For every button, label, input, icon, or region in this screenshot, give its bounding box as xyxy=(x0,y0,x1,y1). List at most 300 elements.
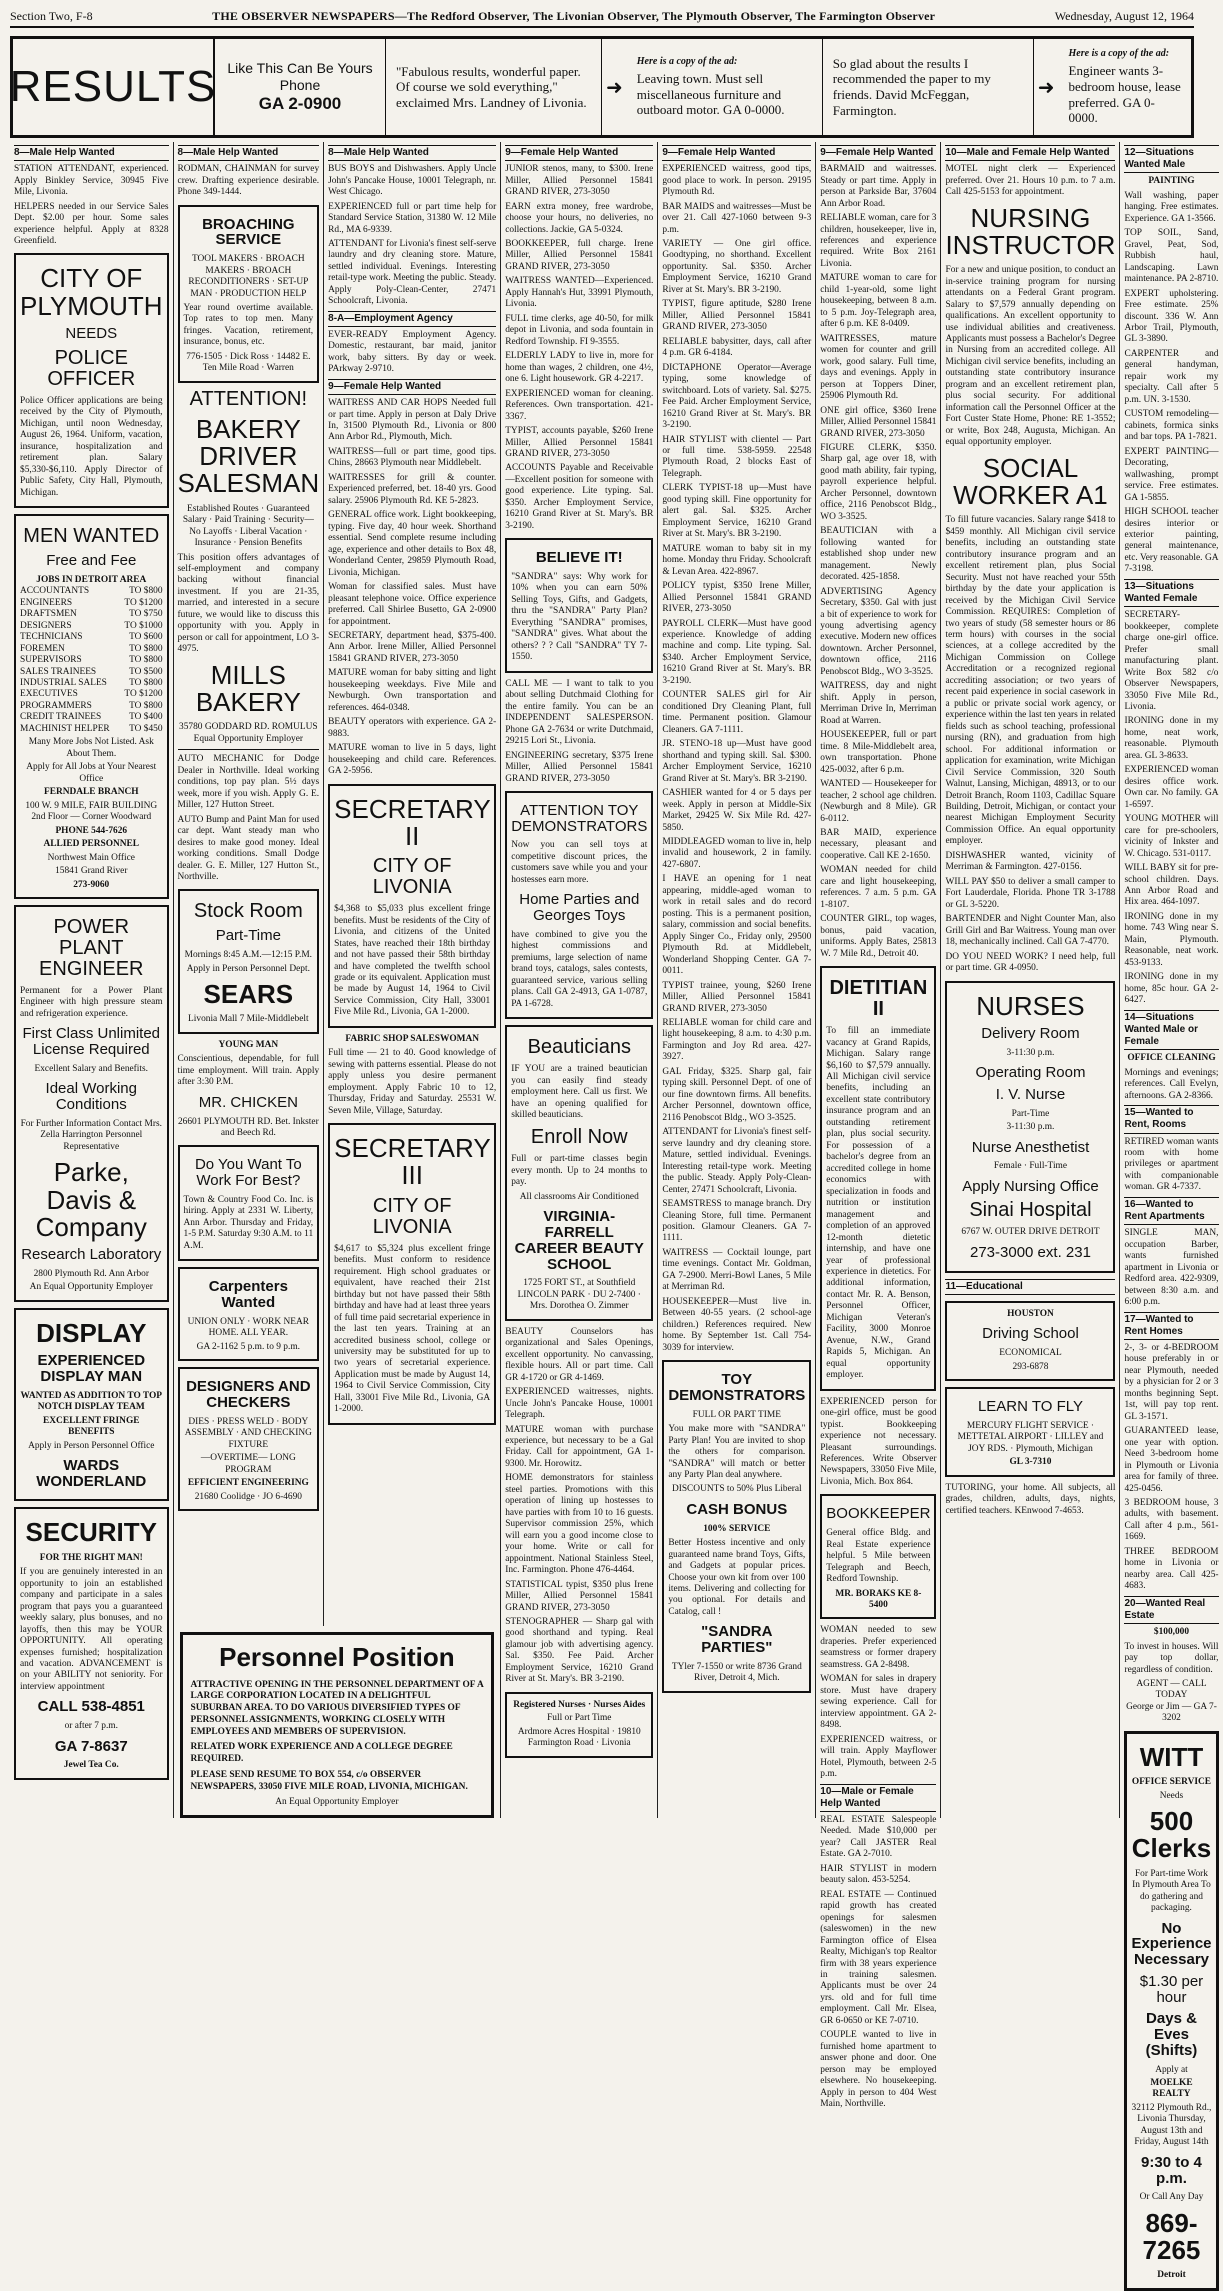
divider xyxy=(178,749,320,750)
classified-ad: RELIABLE babysitter, days, call after 4 p.m. GR 6-4184. xyxy=(662,336,812,359)
job-salary: TO $800 xyxy=(129,586,163,597)
job-title: SALES TRAINEES xyxy=(20,666,97,677)
broach-address: 776-1505 · Dick Ross · 14482 E. Ten Mile Road · Warren xyxy=(186,351,311,374)
witt-phone: 869-7265 xyxy=(1142,2207,1201,2266)
sears-apply: Apply in Person Personnel Dept. xyxy=(186,963,310,974)
classified-ad: WAITRESS, day and night shift. Apply in person, Merriman Drive In, Merriman Road at Warren. xyxy=(820,681,937,726)
dietitian-text: To fill an immediate vacancy at Grand Rapids, Michigan. Salary range $6,160 to $7,579 annually. All Michigan civil service benefits, including an excellent state contributory insurance program and an outstanding retirement plan, plus social security. For possession of a bachelor's degree from an accredited college in home economics with specialization in foods and nutrition or institution management and completion of an approved 12-month dietetic internship, and have one year of professional experience in dietetics. For additional information, contact Mr. R. A. Benson, Personnel Officer, Michigan Veteran's Facility, 3000 Monroe Avenue, N.W., Grand Rapids 5, Michigan. An equal opportunity employer. xyxy=(826,1026,931,1381)
sandra-text-2: Better Hostess incentive and only guaranteed name brand Toys, Gifts, and Gadgets at popular prices. Choose your own kit from over 100 items. Delivering and collecting for you optional. For details and Catalog, call ! xyxy=(668,1538,806,1617)
job-row xyxy=(20,598,163,609)
classified-ad: COUPLE wanted to live in furnished home apartment to answer phone and door. One person may be employed elsewhere. No housekeeping. Apply in person to 404 West Main, Northville. xyxy=(820,2030,937,2110)
sandra-text: You make more with "SANDRA" Party Plan! You are invited to shop the others for comparison. "SANDRA" will match or better any Party Plan deal anywhere. xyxy=(668,1424,806,1480)
classified-ad: WAITRESS — Cocktail lounge, part time evenings. Contact Mr. Goldman, GA 7-2900. Merri-Bowl Lanes, 5 Mile at Merriman Rd. xyxy=(662,1247,812,1293)
classified-ad: CLERK TYPIST-18 up—Must have good typing skill. Fine opportunity for alert gal. Sal. $325. Archer Employment Service, 16210 Grand River at St. Mary's. BR 3-2190. xyxy=(662,483,812,540)
section-header: 17—Wanted to Rent Homes xyxy=(1124,1312,1218,1340)
masthead: THE OBSERVER NEWSPAPERS—The Redford Observer, The Livonian Observer, The Plymouth Observer, The Farmington Observer xyxy=(212,8,936,23)
mills-bakery: MILLS BAKERY xyxy=(195,659,301,718)
banner-quote-3: So glad about the results I recommended the paper to my friends. David McFeggan, Farmington. xyxy=(823,39,1034,135)
section-header: 10—Male or Female Help Wanted xyxy=(820,1784,936,1812)
nursing-text: For a new and unique position, to conduct an in-service training program for nursing attendants on a Federal Grant program. Salary to $7,579 annually depending on qualifications. An excellent opportunity to use individual abilities and creativeness. Applicants must possess a Bachelor's Degree in Nursing from an accredited college. All Michigan civil service benefits, including an outstanding state contributory insurance program and an excellent retirement plan, plus social security. For additional information call the Personnel Officer at the Fort Custer State Home, Phone: RE 1-3552; or write, Box 248, Augusta, Michigan. An equal opportunity employer. xyxy=(945,265,1116,448)
classified-ad: HOME demonstrators for stainless steel parties. Promotions with this operation of lining up hostesses to have parties with from 10 to 16 guests. Supervisor commission 25%, which will earn you a good income close to your home. Write or call for appointment. National Stainless Steel, Inc. Farmington. Phone 476-4464. xyxy=(505,1473,654,1576)
classified-ad: HAIR STYLIST in modern beauty salon. 453-5254. xyxy=(820,1863,937,1886)
job-salary: TO $450 xyxy=(129,723,163,734)
column-2 xyxy=(174,142,325,1626)
houston-phone: 293-6878 xyxy=(1012,1361,1049,1372)
classified-ad: STATION ATTENDANT, experienced. Apply Binkley Service, 30945 Five Mile, Livonia. xyxy=(14,164,169,198)
section-header: 8—Male Help Wanted xyxy=(328,145,496,161)
designers-title: DESIGNERS AND CHECKERS xyxy=(186,1378,311,1411)
sandra-service: 100% SERVICE xyxy=(703,1523,771,1534)
display-title: DISPLAY xyxy=(36,1317,147,1348)
beauticians-text: IF YOU are a trained beautician you can easily find steady employment here. Call us first. We have an opening qualified for skilled beauticians. xyxy=(511,1064,648,1120)
sandra-parties: "SANDRA PARTIES" xyxy=(701,1623,773,1657)
bakery-text: This position offers advantages of self-employment and company backing without financial investment. If you are 21-35, married, and interested in a secure future, we would like to discuss this opportunity with you. Apply in person or call for appointment, LO 3-4975. xyxy=(177,552,320,655)
job-salary: TO $800 xyxy=(129,700,163,711)
classified-ad: TYPIST, accounts payable, $260 Irene Miller, Allied Personnel 15841 GRAND RIVER, 273-3050 xyxy=(505,426,654,459)
young-man: YOUNG MAN xyxy=(218,1039,279,1050)
classified-ad: WOMAN for sales in drapery store. Must have drapery sewing experience. Call for interview appointment. GA 2-8498. xyxy=(820,1674,937,1731)
ferndale-address: 100 W. 9 MILE, FAIR BUILDING 2nd Floor — Corner Woodward xyxy=(25,800,158,823)
broach-list: TOOL MAKERS · BROACH MAKERS · BROACH RECONDITIONERS · SET-UP MAN · PRODUCTION HELP xyxy=(188,254,309,299)
carpenters-phone: GA 2-1162 5 p.m. to 9 p.m. xyxy=(196,1341,300,1352)
classified-ad: Mornings and evenings; references. Call Evelyn, afternoons. GA 2-8366. xyxy=(1124,1067,1219,1101)
carpenters-text: UNION ONLY · WORK NEAR HOME. ALL YEAR. xyxy=(187,1316,310,1339)
job-row xyxy=(20,621,163,632)
section-header: 9—Female Help Wanted xyxy=(662,145,811,161)
secretary-2-title: SECRETARY II xyxy=(334,793,491,851)
bookkeeper-ad xyxy=(820,1494,936,1619)
classified-ad: CASHIER wanted for 4 or 5 days per week. Apply in person at Middle-Six Market, 29425 W. Six Mile Rd. 427-5850. xyxy=(662,788,812,833)
jobs-list xyxy=(20,586,163,735)
dietitian-title: DIETITIAN II xyxy=(829,977,928,1021)
classified-ad: EXPERIENCED full or part time help for Standard Service Station, 31380 W. 12 Mile Rd., MA 6-9339. xyxy=(328,201,497,235)
classified-ad: POLICY typist, $350 Irene Miller, Allied Personnel 15841 GRAND RIVER, 273-3050 xyxy=(662,581,812,615)
classified-ad: HOUSEKEEPER—Must live in. Between 40-55 years. (2 school-age children.) References required. New home. By September 1st. Call 754-3039 for interview. xyxy=(662,1296,812,1353)
broach-text: Year round overtime available. Top rates to top men. Many fringes. Vacation, retirement, insurance, bonus, etc. xyxy=(183,302,314,348)
job-title: SUPERVISORS xyxy=(20,655,82,666)
classified-ad: YOUNG MOTHER will care for pre-schoolers, vicinity of Inkster and W. Chicago. 531-0117. xyxy=(1124,814,1219,859)
secretary-2-text: $4,368 to $5,033 plus excellent fringe benefits. Must be residents of the City of Livonia, and citizens of the United States, have reached their 18th birthday and not have passed their 58th birthday and have completed the twelfth school grade or its equivalent. Application must be made by August 14, 1964 to Civil Service Commission, City Hall, 33001 Five Mile Rd., Livonia, GA 1-2000. xyxy=(334,904,491,1018)
believe-title: BELIEVE IT! xyxy=(535,549,623,567)
classified-ad: EXPERIENCED person for one-girl office, must be good typist. Bookkeeping experience not necessary. Pleasant surroundings. References. Write Observer Newspapers, 33050 Five Mile, Livonia, Mich. Box 864. xyxy=(820,1396,937,1487)
security-sub: FOR THE RIGHT MAN! xyxy=(39,1552,143,1563)
classified-ad: I HAVE an opening for 1 neat appearing, middle-aged woman to work in retail sales and do record posting. This is a permanent position, salary, commission and social benefits. Apply Singer Co., Friday only, 29500 Plymouth Rd. at Middlebelt, Wonderland Shopping Center. GA 7-0011. xyxy=(662,874,812,977)
classified-ad: STATISTICAL typist, $350 plus Irene Miller, Allied Personnel 15841 GRAND RIVER, 273-3050 xyxy=(505,1579,654,1613)
classified-ad: STENOGRAPHER — Sharp gal with good shorthand and typing. Real glamour job with advertising agency. Sal. $350. Fee Paid. Archer Employment Service, 16210 Grand River at St. Mary's. BR 3-2190. xyxy=(505,1617,654,1685)
secretary-2-city: CITY OF LIVONIA xyxy=(372,855,452,899)
classified-ad: SECRETARY, department head, $375-400. Ann Arbor. Irene Miller, Allied Personnel 15841 GRAND RIVER, 273-3050 xyxy=(328,630,497,664)
police-text: Police Officer applications are being received by the City of Plymouth, Michigan, until noon Wednesday, August 26, 1964. Uniform, vacation, insurance, hospitalization and retirement plan. Salary $5,330-$6,110. Apply Director of Public Safety, City Hall, Plymouth, Michigan. xyxy=(20,395,163,498)
section-header: 9—Female Help Wanted xyxy=(328,379,496,395)
classified-ad: JUNIOR stenos, many, to $300. Irene Miller, Allied Personnel 15841 GRAND RIVER, 273-3050 xyxy=(505,164,654,198)
classified-ad: AUTO Bump and Paint Man for used car dept. Want steady man who desires to make good money. Ideal working conditions. Small Dodge dealer. G. E. Miller, 127 Hutton St., Northville. xyxy=(177,814,320,882)
jobs-title: JOBS IN DETROIT AREA xyxy=(36,574,147,585)
classified-ad: IRONING done in my home, neat work, reasonable. Plymouth area. GL 3-8633. xyxy=(1124,716,1219,761)
results-banner xyxy=(10,36,1194,138)
sandra-ad xyxy=(662,1360,811,1693)
classified-ad: THREE BEDROOM home in Livonia or nearby area. Call 425-4683. xyxy=(1124,1546,1219,1592)
parke-equal: An Equal Opportunity Employer xyxy=(29,1282,153,1293)
column-8 xyxy=(1120,142,1222,2281)
classified-ad: Wall washing, paper hanging. Free estimates. Experience. GA 1-3566. xyxy=(1124,190,1219,224)
personnel-equal: An Equal Opportunity Employer xyxy=(275,1797,399,1808)
classified-ad: RELIABLE woman, care for 3 children, housekeeper, live in, references and experience required. Write Box 2161 Livonia. xyxy=(820,213,937,269)
social-text: To fill future vacancies. Salary range $418 to $459 monthly. All Michigan civil service benefits, including an outstanding state contributory insurance program and an excellent retirement plan, plus Social Security. Must not have reached your 55th birthday by the date your application is received by the Michigan Civil Service Commission. REQUIRES: Completion of two years of study (58 semester hours or 86 term hours) with courses in the social sciences, at a college accredited by the Michigan Commission on College Accreditation or a recognized regional accrediting association; or two years of recent paid experience in social casework in a public or private social work agency, or experience within the last ten years in related fields such as school teaching, professional nursing (RN), and graduation from high school. For additional information or application for examination, write Michigan Civil Service Commission, 320 South Walnut, Lansing, Michigan, 48913, or to our Detroit Branch, Room 1103, Cadillac Square Building, Detroit, Michigan, or contact your nearest Michigan Employment Security Commission Office. An equal opportunity employer. xyxy=(945,515,1116,847)
classified-ad: EXPERT PAINTING—Decorating, wallwashing, prompt service. Free estimates. GA 1-5855. xyxy=(1124,446,1219,503)
classified-ad: MATURE woman for baby sitting and light housekeeping weekdays. Five Mile and Newburgh. Own transportation and references. 464-0348. xyxy=(328,668,497,713)
classified-ad: MATURE woman to live in 5 days, light housekeeping and child care. References. GA 2-5956. xyxy=(328,743,497,777)
mills-equal: Equal Opportunity Employer xyxy=(193,733,304,744)
job-title: EXECUTIVES xyxy=(20,689,78,700)
power-plant-ad xyxy=(14,905,169,1302)
nurses-title: Registered Nurses · Nurses Aides xyxy=(513,1699,646,1710)
bakery-benefits: Established Routes · Guaranteed Salary · Paid Training · Security—No Layoffs · Liberal Vacation · Insurance · Pension Benefits xyxy=(182,503,314,549)
classified-ad: CARPENTER and general handyman, repair work my specialty. Call after 5 p.m. UN. 3-1530. xyxy=(1124,348,1219,405)
display-sub: EXPERIENCED DISPLAY MAN xyxy=(37,1352,146,1385)
column-7 xyxy=(941,142,1120,1818)
designers-list: DIES · PRESS WELD · BODY ASSEMBLY · AND CHECKING FIXTURE xyxy=(184,1416,312,1450)
police-ad xyxy=(14,253,169,508)
column-4 xyxy=(501,142,658,1818)
nurses-time: Full or Part Time xyxy=(547,1713,612,1724)
classified-ad: REAL ESTATE — Continued rapid growth has created openings for salesmen (saleswomen) in the new Farmington office of Elsea Realty, Michigan's top Realtor firm with 38 years experience in training salesmen. Applicants must be over 24 yrs. old and for full time employment. Call Mr. Elsea, GR 6-0650 or KE 7-0710. xyxy=(820,1889,937,2026)
banner-phone-number: GA 2-0900 xyxy=(258,93,342,113)
job-row xyxy=(20,667,163,678)
classified-ad: BUS BOYS and Dishwashers. Apply Uncle John's Pancake House, 10001 Telegraph, nr. West Chicago. xyxy=(328,164,497,198)
classified-ad: ONE girl office, $360 Irene Miller, Allied Personnel 15841 GRAND RIVER, 273-3050 xyxy=(820,405,937,439)
classified-ad: WAITRESSES, mature women for counter and grill work, good salary. Full time, days and evenings. Apply in person at Toppers Diner, 25906 Plymouth Rd. xyxy=(820,333,937,402)
column-6 xyxy=(816,142,941,2110)
classified-ad: DO YOU NEED WORK? I need help, full or part time. GR 4-0950. xyxy=(945,951,1116,974)
office-service: OFFICE SERVICE xyxy=(1131,1777,1212,1788)
classified-ad: TOP SOIL, Sand, Gravel, Peat, Sod, Rubbish haul, Landscaping. Lawn maintenance. PA 2-8710. xyxy=(1124,228,1219,285)
job-title: MACHINIST HELPER xyxy=(20,723,110,734)
designers-overtime: —OVERTIME— LONG PROGRAM xyxy=(200,1453,296,1475)
classified-ad: WOMAN needed for child care and light housekeeping, references. 7 a.m. 5 p.m. GA 1-8107. xyxy=(820,865,937,910)
sinai-ad xyxy=(945,981,1115,1273)
classified-ad: EXPERIENCED woman for cleaning. References. Own transportation. 421-3367. xyxy=(505,388,654,422)
section-header: 20—Wanted Real Estate xyxy=(1124,1596,1218,1624)
ferndale-branch: FERNDALE BRANCH xyxy=(43,787,139,798)
classified-ad: ELDERLY LADY to live in, more for home than wages, 2 children, one 4½, one 6. Light housework. GR 4-2217. xyxy=(505,351,654,385)
section-header: 14—Situations Wanted Male or Female xyxy=(1124,1010,1218,1051)
sinai-hospital: Sinai Hospital xyxy=(969,1199,1092,1222)
section-header: 16—Wanted to Rent Apartments xyxy=(1124,1197,1218,1225)
classified-ad: EVER-READY Employment Agency. Domestic, restaurant, bar maid, janitor work, baby sitters. By day or week. PArkway 2-9710. xyxy=(328,330,497,375)
classified-ad: BARTENDER and Night Counter Man, also Grill Girl and Bar Waitress. Young man over 18, mechanically inclined. Call GA 7-4770. xyxy=(945,914,1116,948)
nurses-title: NURSES xyxy=(976,990,1085,1021)
job-salary: TO $1200 xyxy=(124,689,163,700)
classified-ad: BAR MAID, experience necessary, pleasant and cooperative. Call KE 2-1650. xyxy=(820,827,937,861)
dietitian-ad xyxy=(820,966,936,1391)
column-1 xyxy=(10,142,174,1818)
classified-ad: MIDDLEAGED woman to live in, help invalid and housework, 2 in family. 427-6807. xyxy=(662,836,812,870)
classified-ad: BEAUTICIAN with a following wanted for established shop under new management. Newly decorated. 425-1858. xyxy=(820,526,937,583)
classified-ad: 2-, 3- or 4-BEDROOM house preferably in or near Plymouth, needed by a physician for 2 or 3 months beginning Sept. 1st, will pay top rent. GL 3-1571. xyxy=(1124,1342,1219,1422)
job-title: FOREMEN xyxy=(20,643,65,654)
sears-ad xyxy=(178,889,320,1033)
power-text: Permanent for a Power Plant Engineer with high pressure steam and refrigeration experience. xyxy=(20,985,163,1019)
fabric-text: Full time — 21 to 40. Good knowledge of sewing with patterns essential. Please do not apply unless you desire permanent employment. Apply Fabric 10 to 12, Thursday, Friday and Saturday. 25531 W. Seven Mile, Village, Saturday. xyxy=(328,1048,497,1116)
carpenters-ad xyxy=(178,1267,320,1361)
column-5 xyxy=(658,142,816,1818)
iv-nurse: I. V. Nurse xyxy=(995,1085,1066,1103)
broach-ad xyxy=(178,205,320,383)
job-salary: TO $800 xyxy=(129,655,163,666)
toy-full-part: FULL OR PART TIME xyxy=(692,1409,781,1420)
classified-ad: WAITRESS WANTED—Experienced. Apply Hannah's Hut, 33991 Plymouth, Livonia. xyxy=(505,276,654,310)
classified-ad: VARIETY — One girl office. Goodtyping, no shorthand. Excellent opportunity. Sal. $350. Archer Employment Service, 16210 Grand River at St. Mary's. BR 3-2190. xyxy=(662,239,812,295)
power-salary: Excellent Salary and Benefits. xyxy=(34,1063,149,1074)
section-header: 13—Situations Wanted Female xyxy=(1124,579,1218,607)
classified-ad: WAITRESSES for grill & counter. Experienced preferred, bet. 18-40 yrs. Good salary. 25906 Plymouth Rd. KE 5-2823. xyxy=(328,472,497,506)
agent: AGENT — CALL TODAY xyxy=(1136,1678,1207,1701)
witt-wage: $1.30 per hour xyxy=(1139,1972,1204,2006)
classified-ad: HAIR STYLIST with clientel — Part or full time. 538-5959. 22548 Plymouth Road, 2 blocks East of Telegraph. xyxy=(662,434,812,479)
banner-quote-2: Leaving town. Must sell miscellaneous furniture and outboard motor. GA 0-0000. xyxy=(636,71,785,118)
classified-ad: FULL time clerks, age 40-50, for milk depot in Livonia, and soda fountain in Redford Township. FI 9-3555. xyxy=(505,313,654,347)
copy-label-2: Here is a copy of the ad: xyxy=(1068,48,1170,60)
security-title: SECURITY xyxy=(25,1517,157,1548)
job-salary: TO $800 xyxy=(129,678,163,688)
job-row xyxy=(20,644,163,655)
classified-ad: MATURE woman with purchase experience, but necessary to be a Gal Friday. Call for appointment, GA 1-9300. Mr. Horowitz. xyxy=(505,1424,654,1469)
classified-ad: FIGURE CLERK, $350. Sharp gal, age over 18, with good math ability, fair typing, payroll experience helpful. Archer Personnel, downtown office, 2116 Penobscot Bldg., WO 3-3525. xyxy=(820,442,937,522)
classified-ad: BEAUTY operators with experience. GA 2-9883. xyxy=(328,717,497,739)
fly-phone: GL 3-7310 xyxy=(1009,1457,1052,1468)
classified-ad: ATTENDANT for Livonia's finest self-serve laundry and dry cleaning store. Mature, settled individual. Evenings. Interesting retail-type work. Meeting the public. Steady. Apply Poly-Clean-Center, 27471 Schoolcraft, Livonia. xyxy=(662,1127,812,1195)
section-header: 11—Educational xyxy=(945,1279,1115,1295)
banner-phone xyxy=(215,39,386,135)
arrow-right-icon: ➜ xyxy=(606,76,623,99)
classified-ad: ENGINEERING secretary, $375 Irene Miller, Allied Personnel 15841 GRAND RIVER, 273-3050 xyxy=(505,750,654,784)
broach-title: BROACHING SERVICE xyxy=(202,215,295,249)
police-needs: NEEDS xyxy=(65,325,118,343)
classified-ad: EXPERIENCED waitress, or will train. Apply Mayflower Hotel, Plymouth, between 2-5 p.m. xyxy=(820,1734,937,1780)
security-call-2: GA 7-8637 xyxy=(54,1737,128,1755)
classified-ad: SEAMSTRESS to manage branch. Dry Cleaning Store, full time. Permanent position. Glamour Cleaners. GA 7-1111. xyxy=(662,1199,812,1244)
witt-clerks-text: For Part-time Work In Plymouth Area To do gathering and packaging. xyxy=(1132,1868,1211,1914)
moelke-address: 32112 Plymouth Rd., Livonia Thursday, August 13th and Friday, August 14th xyxy=(1131,2102,1212,2148)
classified-ad: ACCOUNTS Payable and Receivable—Excellent position for someone with good experience. Lite typing. Sal. $350. Archer Employment Service, 16210 Grand River at St. Mary's. BR 3-2190. xyxy=(505,463,654,531)
banner-quote-4: Engineer wants 3-bedroom house, lease preferred. GA 0-0000. xyxy=(1068,63,1181,126)
apply-jobs: Apply for All Jobs at Your Nearest Office xyxy=(26,762,157,784)
job-salary: TO $600 xyxy=(129,632,163,643)
job-row xyxy=(20,689,163,700)
display-wanted: WANTED AS ADDITION TO TOP NOTCH DISPLAY TEAM xyxy=(20,1390,163,1413)
banner-ad-copy-2 xyxy=(1059,39,1191,135)
wards-wonderland: WARDS WONDERLAND xyxy=(36,1456,147,1490)
classified-ad: MATURE woman to baby sit in my home. Monday thru Friday. Schoolcraft & Levan Area. 422-8967. xyxy=(662,543,812,577)
men-wanted-title: MEN WANTED xyxy=(23,525,160,548)
fly-ad xyxy=(945,1387,1115,1477)
job-row xyxy=(20,712,163,723)
bookkeeper-title: BOOKKEEPER xyxy=(826,1505,931,1523)
column-3 xyxy=(324,142,500,1626)
classified-ad: IRONING done in my home, 85c hour. GA 2-6427. xyxy=(1124,972,1219,1006)
part-time: Part-Time xyxy=(1011,1108,1050,1119)
classified-ad: ATTENDANT for Livonia's finest self-serve laundry and dry cleaning store. Mature, settled individual. Evenings. Interesting retail-type work. Meeting the public. Steady. Apply Poly-Clean-Center, 27471 Schoolcraft, Livonia. xyxy=(328,239,497,307)
display-benefits: EXCELLENT FRINGE BENEFITS xyxy=(43,1415,140,1438)
painting: PAINTING xyxy=(1148,176,1195,187)
job-salary: TO $500 xyxy=(129,666,163,677)
toy-demonstrators: TOY DEMONSTRATORS xyxy=(668,1371,806,1404)
allied-address: 15841 Grand River xyxy=(55,866,128,877)
display-ad xyxy=(14,1308,169,1502)
stock-room: Stock Room xyxy=(193,900,303,923)
ferndale-phone: PHONE 544-7626 xyxy=(55,825,128,836)
young-man-text: Conscientious, dependable, for full time employment. Will train. Apply after 3:30 P.M. xyxy=(177,1054,320,1088)
job-row xyxy=(20,724,163,735)
shift-2: 3-11:30 p.m. xyxy=(1006,1122,1055,1133)
mercury: MERCURY FLIGHT SERVICE · METTETAL AIRPORT · LILLEY and JOY RDS. · Plymouth, Michigan xyxy=(957,1420,1104,1454)
banner-phone-text: Like This Can Be Yours xyxy=(227,60,373,76)
classified-ad: WILL BABY sit for pre-school children. Days. Ann Arbor Road and Hix area. 464-1097. xyxy=(1124,863,1219,908)
job-salary: TO $1000 xyxy=(124,620,163,631)
classified-ad: RETIRED woman wants room with home privileges or apartment with companionable woman. GR 4-7337. xyxy=(1124,1136,1219,1193)
witt-time: 9:30 to 4 p.m. xyxy=(1141,2153,1202,2187)
doyou-ad xyxy=(178,1145,320,1261)
classified-ad: BAR MAIDS and waitresses—Must be over 21. Call 427-1060 between 9-3 p.m. xyxy=(662,201,812,235)
personnel-text: ATTRACTIVE OPENING IN THE PERSONNEL DEPARTMENT OF A LARGE CORPORATION LOCATED IN A DELIGHTFUL SUBURBAN AREA. TO DO VARIOUS DIVERSIFIED TYPES OF PERSONNEL ASSIGNMENTS, WORKING CLOSELY WITH EMPLOYEES AND MEMBERS OF SUPERVISION. xyxy=(190,1679,484,1737)
police-city: CITY OF PLYMOUTH xyxy=(20,263,163,321)
mr-chicken: MR. CHICKEN xyxy=(198,1093,298,1111)
copy-label-1: Here is a copy of the ad: xyxy=(636,56,738,68)
free-fee: Free and Fee xyxy=(46,552,137,570)
economical: ECONOMICAL xyxy=(999,1348,1062,1359)
sinai-apply: Apply Nursing Office xyxy=(962,1177,1099,1195)
classified-ad: DICTAPHONE Operator—Average typing, some knowledge of switchboard. Lots of variety. Sal. $275. Fee Paid. Archer Employment Service, 16210 Grand River at St. Mary's. BR 3-2190. xyxy=(662,362,812,431)
classified-ad: TYPIST, figure aptitude, $280 Irene Miller, Allied Personnel 15841 GRAND RIVER, 273-3050 xyxy=(662,299,812,333)
classified-ad: EXPERIENCED woman desires office work. Own car. No family. GA 1-6597. xyxy=(1124,765,1219,810)
part-time: Part-Time xyxy=(215,927,281,945)
job-row xyxy=(20,609,163,620)
classified-ad: BEAUTY Counselors has organizational and Sales Openings, excellent opportunity. No canvassing, flexible hours. All or part time. Call GR 4-1720 or GR 4-1469. xyxy=(505,1326,654,1383)
classified-ad: CALL ME — I want to talk to you about selling Dutchmaid Clothing for the entire family. You can be an INDEPENDENT SALESPERSON. Phone GA 2-7634 or write Dutchmaid, 29215 Lori St., Livonia. xyxy=(505,678,654,747)
air-conditioned: All classrooms Air Conditioned xyxy=(519,1191,639,1202)
anesthetist: Nurse Anesthetist xyxy=(971,1138,1090,1156)
beauticians-title: Beauticians xyxy=(527,1036,631,1059)
operating-room: Operating Room xyxy=(975,1064,1086,1082)
allied-phone: 273-9060 xyxy=(73,879,110,890)
job-title: DESIGNERS xyxy=(20,620,72,631)
female-full-time: Female · Full-Time xyxy=(993,1161,1068,1172)
security-or: or after 7 p.m. xyxy=(64,1721,118,1732)
doyou-title: Do You Want To Work For Best? xyxy=(194,1156,302,1190)
delivery-room: Delivery Room xyxy=(981,1024,1080,1042)
columns-2-3-top xyxy=(174,142,501,1626)
personnel-text-3: PLEASE SEND RESUME TO BOX 554, c/o OBSERVER NEWSPAPERS, 33050 FIVE MILE ROAD, LIVONIA, MICHIGAN. xyxy=(190,1769,468,1792)
classified-ad: TYPIST trainee, young, $260 Irene Miller, Allied Personnel 15841 GRAND RIVER, 273-3050 xyxy=(662,980,812,1014)
secretary-3-city: CITY OF LIVONIA xyxy=(372,1194,452,1238)
classified-ad: WANTED — Housekeeper for teacher, 2 school age children. (Newburgh and 8 Mile). GR 6-0112. xyxy=(820,779,937,824)
personnel-position-ad xyxy=(180,1632,495,1818)
toy-ad xyxy=(505,791,653,1019)
witt-ad xyxy=(1124,1731,1218,2291)
classified-ad: PAYROLL CLERK—Must have good experience. Knowledge of adding machine and comp. Lite typing. Sal. $340. Archer Employment Service, 16210 Grand River at St. Mary's. BR 3-2190. xyxy=(662,618,812,686)
home-text: have combined to give you the highest commissions and premiums, large selection of name brand toys, catalogs, sales contests, guaranteed service, various selling plans. Call GA 2-4913, GA 1-0787, PA 1-6728. xyxy=(511,929,648,1009)
research-lab: Research Laboratory xyxy=(21,1246,162,1264)
section-header: 8—Male Help Wanted xyxy=(178,145,320,161)
sinai-address: 6767 W. OUTER DRIVE DETROIT xyxy=(961,1227,1100,1238)
parke-davis: Parke, Davis & Company xyxy=(35,1157,147,1242)
ardmore: Ardmore Acres Hospital · 19810 Farmington Road · Livonia xyxy=(517,1726,641,1749)
nurses-ad xyxy=(505,1692,653,1758)
hundred-thousand: $100,000 xyxy=(1153,1627,1190,1638)
classified-ad: WAITRESS AND CAR HOPS Needed full or part time. Apply in person at Daly Drive In, 31500 Plymouth Rd., Livonia or 800 Ann Arbor Rd., Plymouth, Mich. xyxy=(328,398,497,443)
sandra-address: TYler 7-1550 or write 8736 Grand River, Detroit 4, Mich. xyxy=(671,1661,802,1684)
job-title: ENGINEERS xyxy=(20,597,73,608)
classified-ad: HOUSEKEEPER, full or part time. 8 Mile-Middlebelt area, own transportation. Phone 425-0032, after 6 p.m. xyxy=(820,730,937,775)
security-call: CALL 538-4851 xyxy=(37,1698,145,1716)
learn-to-fly: LEARN TO FLY xyxy=(977,1398,1083,1416)
shift-1: 3-11:30 p.m. xyxy=(1006,1047,1055,1058)
cash-bonus: CASH BONUS xyxy=(686,1500,788,1518)
agent-names: George or Jim — GA 7-3202 xyxy=(1126,1701,1217,1724)
chicken-address: 26601 PLYMOUTH RD. Bet. Inkster and Beech Rd. xyxy=(177,1116,319,1138)
job-title: DRAFTSMEN xyxy=(20,609,77,620)
job-row xyxy=(20,701,163,712)
office-cleaning: OFFICE CLEANING xyxy=(1127,1053,1216,1064)
classified-ad: HIGH SCHOOL teacher desires interior or exterior painting, general maintenance, etc. Very reasonable. GA 7-3198. xyxy=(1124,507,1219,575)
houston: HOUSTON xyxy=(1007,1308,1054,1319)
classified-ad: BOOKKEEPER, full charge. Irene Miller, Allied Personnel 15841 GRAND RIVER, 273-3050 xyxy=(505,239,654,272)
classified-ad: JR. STENO-18 up—Must have good shorthand and typing skill. Sal. $300. Archer Employment Service, 16210 Grand River at St. Mary's. BR 3-2190. xyxy=(662,739,812,784)
classified-ad: 3 BEDROOM house, 3 adults, with basement. Call after 4 p.m., 561-1669. xyxy=(1124,1497,1219,1543)
classified-ad: MOTEL night clerk — Experienced preferred. Over 21. Hours 10 p.m. to 7 a.m. Call 425-5153 for appointment. xyxy=(945,164,1116,198)
arrow-right-icon: ➜ xyxy=(1037,76,1055,99)
classified-ad: COUNTER GIRL, top wages, bonus, paid vacation, uniforms. Apply Bates, 25813 W. 7 Mile Rd., Detroit 40. xyxy=(820,914,937,959)
power-contact: For Further Information Contact Mrs. Zella Harrington Personnel Representative xyxy=(20,1118,162,1152)
sears-title: SEARS xyxy=(203,979,294,1010)
witt-days: Days & Eves (Shifts) xyxy=(1145,2010,1198,2059)
section-label: Section Two, F-8 xyxy=(10,8,93,23)
classified-ad: To invest in houses. Will pay top dollar, regardless of condition. xyxy=(1124,1641,1219,1675)
designers-ad xyxy=(178,1367,320,1511)
witt-apply: Apply at xyxy=(1155,2064,1188,2075)
houston-ad xyxy=(945,1301,1115,1381)
job-title: ACCOUNTANTS xyxy=(20,586,90,597)
classified-ad: TUTORING, your home. All subjects, all grades, children, adults, days, nights, certified teachers. KEnwood 7-4653. xyxy=(945,1482,1116,1516)
mills-address: 35780 GODDARD RD. ROMULUS xyxy=(179,722,318,733)
sandra-discounts: DISCOUNTS to 50% Plus Liberal xyxy=(671,1484,802,1495)
allied-personnel: ALLIED PERSONNEL xyxy=(43,839,140,850)
power-title: POWER PLANT ENGINEER xyxy=(39,915,144,980)
classified-ad: RELIABLE woman for child care and light housekeeping, 8 a.m. to 4:30 p.m. Farmington and Joy Rd area. 427-3927. xyxy=(662,1018,812,1063)
personnel-text-2: RELATED WORK EXPERIENCE AND A COLLEGE DEGREE REQUIRED. xyxy=(190,1742,453,1764)
job-row xyxy=(20,586,163,597)
beauticians-ad xyxy=(505,1025,653,1321)
classified-columns xyxy=(10,142,1219,2281)
classified-ad: REAL ESTATE Salespeople Needed. Made $10,000 per year? Call JASTER Real Estate. GA 2-7010. xyxy=(820,1814,937,1860)
virginia-address: 1725 FORT ST., at Southfield LINCOLN PARK · DU 2-7400 · Mrs. Dorothea O. Zimmer xyxy=(517,1278,641,1312)
secretary-3-ad xyxy=(328,1123,496,1425)
banner-phone-word: Phone xyxy=(279,76,321,93)
banner-ad-copy-1 xyxy=(627,39,823,135)
classified-ad: IRONING done in my home. 743 Wing near S. Main, Plymouth. Reasonable, neat work. 453-9133. xyxy=(1124,911,1219,968)
job-salary: TO $400 xyxy=(129,712,163,723)
many-jobs: Many More Jobs Not Listed. Ask About Them. xyxy=(28,737,154,759)
section-header: 8—Male Help Wanted xyxy=(14,145,169,161)
classified-ad: CUSTOM remodeling—cabinets, formica sinks and bar tops. PA 1-7821. xyxy=(1124,409,1219,443)
enroll-title: Enroll Now xyxy=(530,1126,628,1149)
section-header: 10—Male and Female Help Wanted xyxy=(945,145,1115,161)
classified-ad: GAL Friday, $325. Sharp gal, fair typing skill. Personnel Dept. of one of our fine downtown firms. All benefits. Archer Personnel, downtown office, 2116 Penobscot Bldg., WO 3-3525. xyxy=(662,1066,812,1123)
job-title: TECHNICIANS xyxy=(20,632,83,643)
banner-quote-1: "Fabulous results, wonderful paper. Of course we sold everything," exclaimed Mrs. Landney of Livonia. xyxy=(386,39,602,135)
social-worker: SOCIAL WORKER A1 xyxy=(953,452,1108,510)
no-experience: No Experience Necessary xyxy=(1131,1919,1212,1969)
